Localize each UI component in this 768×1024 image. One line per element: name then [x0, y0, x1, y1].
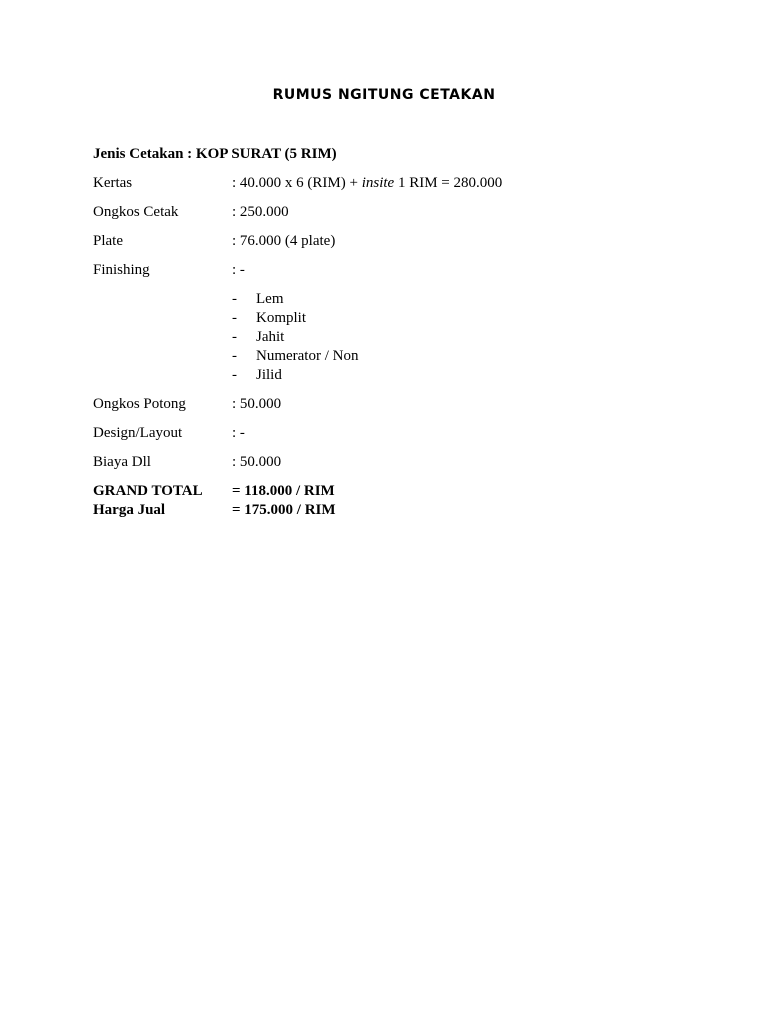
list-dash: -: [232, 348, 237, 364]
row-plate: [93, 232, 693, 251]
row-finishing: [93, 261, 693, 280]
row-label: Ongkos Potong: [93, 396, 186, 412]
list-dash: -: [232, 310, 237, 326]
list-item-text: Lem: [256, 291, 284, 307]
row-value: : 50.000: [232, 454, 282, 470]
kertas-value-post: 1 RIM = 280.000: [394, 175, 503, 191]
row-label: Biaya Dll: [93, 454, 151, 470]
kertas-value-italic: insite: [361, 175, 395, 191]
list-item-text: Jahit: [256, 329, 285, 345]
row-label: Finishing: [93, 262, 150, 278]
row-label: Harga Jual: [93, 502, 166, 518]
print-type-heading: Jenis Cetakan : KOP SURAT (5 RIM): [93, 146, 337, 162]
list-item-text: Komplit: [256, 310, 307, 326]
row-ongkos-cetak: [93, 203, 693, 222]
row-harga-jual: [93, 501, 693, 520]
row-biaya-dll: [93, 453, 693, 472]
document-title: RUMUS NGITUNG CETAKAN: [272, 87, 496, 103]
list-item: [232, 328, 693, 347]
list-item: [232, 366, 693, 385]
row-label: Design/Layout: [93, 425, 183, 441]
row-value: : 250.000: [232, 204, 289, 220]
row-value: : 76.000 (4 plate): [232, 233, 336, 249]
row-label: Ongkos Cetak: [93, 204, 179, 220]
kertas-value-pre: : 40.000 x 6 (RIM) +: [232, 175, 362, 191]
list-item-text: Jilid: [256, 367, 282, 383]
list-dash: -: [232, 291, 237, 307]
row-label: Kertas: [93, 175, 133, 191]
row-value: = 118.000 / RIM: [232, 483, 335, 499]
finishing-list: [232, 290, 693, 385]
row-value: [232, 174, 693, 193]
list-item-text: Numerator / Non: [256, 348, 359, 364]
row-value: : -: [232, 425, 245, 441]
row-kertas: [93, 174, 693, 193]
row-value: : -: [232, 262, 245, 278]
list-item: [232, 309, 693, 328]
list-dash: -: [232, 329, 237, 345]
list-item: [232, 347, 693, 366]
row-ongkos-potong: [93, 395, 693, 414]
row-value: : 50.000: [232, 396, 282, 412]
row-label: Plate: [93, 233, 123, 249]
row-label: GRAND TOTAL: [93, 483, 203, 499]
list-dash: -: [232, 367, 237, 383]
document-body: [93, 145, 693, 520]
list-item: [232, 290, 693, 309]
row-value: = 175.000 / RIM: [232, 502, 336, 518]
row-grand-total: [93, 482, 693, 501]
row-design-layout: [93, 424, 693, 443]
